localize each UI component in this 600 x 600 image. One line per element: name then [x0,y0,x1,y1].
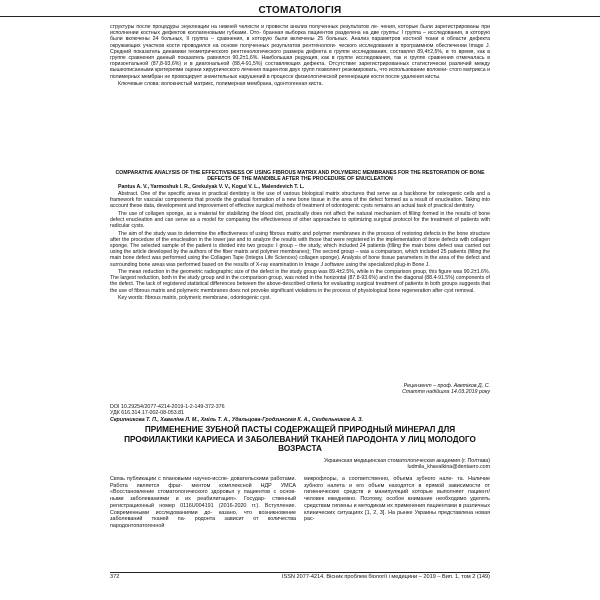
article-meta [110,404,490,423]
journal-info: ISSN 2077-4214. Вісник проблем біології і медицини – 2019 – Вип. 1, том 2 (149) [281,574,490,580]
ru-abstract [110,24,490,88]
body-left-column: Связь публикации с плановыми научно-иссле- довательскими работами. Работа является фраг- ментом комплексной НДР УМСА «Восстановление стоматологического здоровья у пациентов с основ- ными заболеваниями и их реабилитация». Государ- ственный регистрационный номер 0116U004191 (2016-2020 гг.). Вступление. Современными исследованиями до- казано, что возникновение заболеваний тканей па- родонта зависит от количества пародонтопатогенной [110,476,296,529]
en-abstract-paragraph: The use of collagen sponge, as a material for stabilizing the blood clot, practically does not affect the natural mechanism of filling formed in the results of bone defect enucleation and can serve as a model for comparing the effectiveness of other approaches to optimizing surgical protocol for the treatment of patients with radicular cysts. [110,210,490,230]
udc: УДК 616.314.17-002-08-053.81 [110,410,185,417]
review-info [110,383,490,396]
en-abstract-title: COMPARATIVE ANALYSIS OF THE EFFECTIVENESS OF USING FIBROUS MATRIX AND POLYMERIC MEMBRANES FOR THE RESTORATION OF BONE DEFECTS OF THE MANDIBLE AFTER THE PROCEDURE OF ENUCLEATION [115,170,485,183]
affiliation: Украинская медицинская стоматологическая академия (г. Полтава) [324,458,490,464]
running-header [0,4,600,17]
section-title: СТОМАТОЛОГІЯ [258,5,342,16]
article-body [110,476,490,586]
affiliation-block [110,458,490,471]
en-abstract [110,170,490,302]
en-abstract-paragraph: Abstract. One of the specific areas in practical dentistry is the use of various biological matrix structures that serve as a backbone for osteogenic cells and a framework for vascular components that provide the gradual formation of a new bone tissue in the area of the defect formed as a result of enucleation. Taking into account these data, development and improvement of effective surgical methods of treatment of odontogenic cysts remains an actual task of practical dentistry. [110,190,490,210]
footer-divider [110,572,490,573]
en-abstract-paragraph: The aim of the study was to determine the effectiveness of using fibrous matrix and polymer membranes in the process of restoring defects in the bone structure after the procedure of the enucleation in the lower jaw and to analyze the results with those that were registered in the implementation of bone defects with collagen sponge. The selected sample of the patient is divided into two groups: I group – the study, which included 24 patients (filling the main bone defect was carried out using the article developed by the authors of the fiber matrix and polymer membranes); The second group – was a comparison, which included 25 patients (filling the main bone defect was performed using the Collagen Tape (Integra Life Sciences) collagen sponge). Analysis of bone tissue parameters in the area of the defect and surrounding bone areas was performed based on the results of X-ray examination in Image J software using the specialized plug-in Bone J. [110,230,490,268]
en-keywords: Key words: fibrous matrix, polymeric membrane, odontogenic cyst. [118,294,271,301]
en-abstract-paragraph: The mean reduction in the geometric radiographic size of the defect in the study group was 89.4±2.5%, while in the comparison group, this figure was 90.2±1.6%. The largest reduction, both in the study group and in the comparison group, was noted in the horizontal (87.8-93.6%) and in the diagonal (88.4-91.5%) components of the defect. The lack of registered statistical differences between the above-described criteria for evaluating surgical treatment of patients in both groups suggests that the use of fibrous matrix and polymeric membranes does not provoke significant violations in the process of physiological bone regeneration after cyst removal. [110,268,490,294]
page-number: 372 [110,574,120,580]
ru-keywords: Ключевые слова: волокнистый матрикс, полимерная мембрана, одонтогенная киста. [118,81,323,88]
ru-abstract-text: структуры после процедуры энуклеации на нижней челюсти и провести анализ полученных результатов ле- чения, которые были зарегистрированы при исполнении костных дефектов коллагеновыми губками. Ото- бранная выборка пациентов разделена на две группы: I группа – исследования, в которую были включены 24 больных, II группа – сравнения, в которую были включены 25 больных. Анализ параметров костной ткани в области дефекта окружающих участков кости проводился на основе полученных результатов рентгенологи- ческого исследования в программном обеспечении Image J. Средний показатель динамики геометрического рентгенологического размера дефекта в группе исследования, составлял 89,4±2,5%, в то время, как в группе сравнения данный показатель равнялся 90,2±1,6%. Наибольшая редукция, как в группе исследования, так и группе сравнения отмечалась в горизонтальной (87,8-93,6%) и в диагональной (88,4-91,5%) составляющих дефекта. Отсутствие зарегистрированных статистически различий между вышеописанными критериями оценки хирургического лечения пациентов двух групп позволяет резюмировать, что использование волокни- стого матрикса и полимерных мембран не провоцирует значительных нарушений в процессе физиологической регенерации кости после удаления кисты. [110,24,490,80]
article-authors: Скрипникова Т. П., Хаваліна Л. М., Хміль Т. А., Удальцова-Гродзинская К. А., Скидельников А. З. [110,416,364,423]
en-abstract-authors: Pantus A. V., Yarmoshuk I. R., Grekulyak V. V., Kogut V. L., Malendevich T. L. [118,183,305,190]
reviewer: Рецензент – проф. Аветіков Д. С. [403,383,490,389]
email[interactable]: ludmila_khavalkina@dentaero.com [407,464,490,471]
doi: DOI 10.29254/2077-4214-2019-1-2-149-372-376 [110,404,225,410]
received-date: Стаття надійшла 14.03.2019 року [402,389,490,396]
body-right-column: микрофлоры, а соответственно, объема зубного нале- та. Наличие зубного налета и его объем находятся в прямой зависимости от гигиенических средств и манипуляций которые выполняет пациент/человек ежедневно. Поэтому, особое внимание необходимо уделять средствам гигиены и методикам их применения пациентами в различных клинических ситуациях [1, 2, 3]. На рынке Украины представлена новая рас- [304,476,490,523]
article-title: ПРИМЕНЕНИЕ ЗУБНОЙ ПАСТЫ СОДЕРЖАЩЕЙ ПРИРОДНЫЙ МИНЕРАЛ ДЛЯ ПРОФИЛАКТИКИ КАРИЕСА И ЗАБОЛЕВАНИЙ ТКАНЕЙ ПАРОДОНТА У ЛИЦ МОЛОДОГО ВОЗРАСТА [124,425,476,454]
